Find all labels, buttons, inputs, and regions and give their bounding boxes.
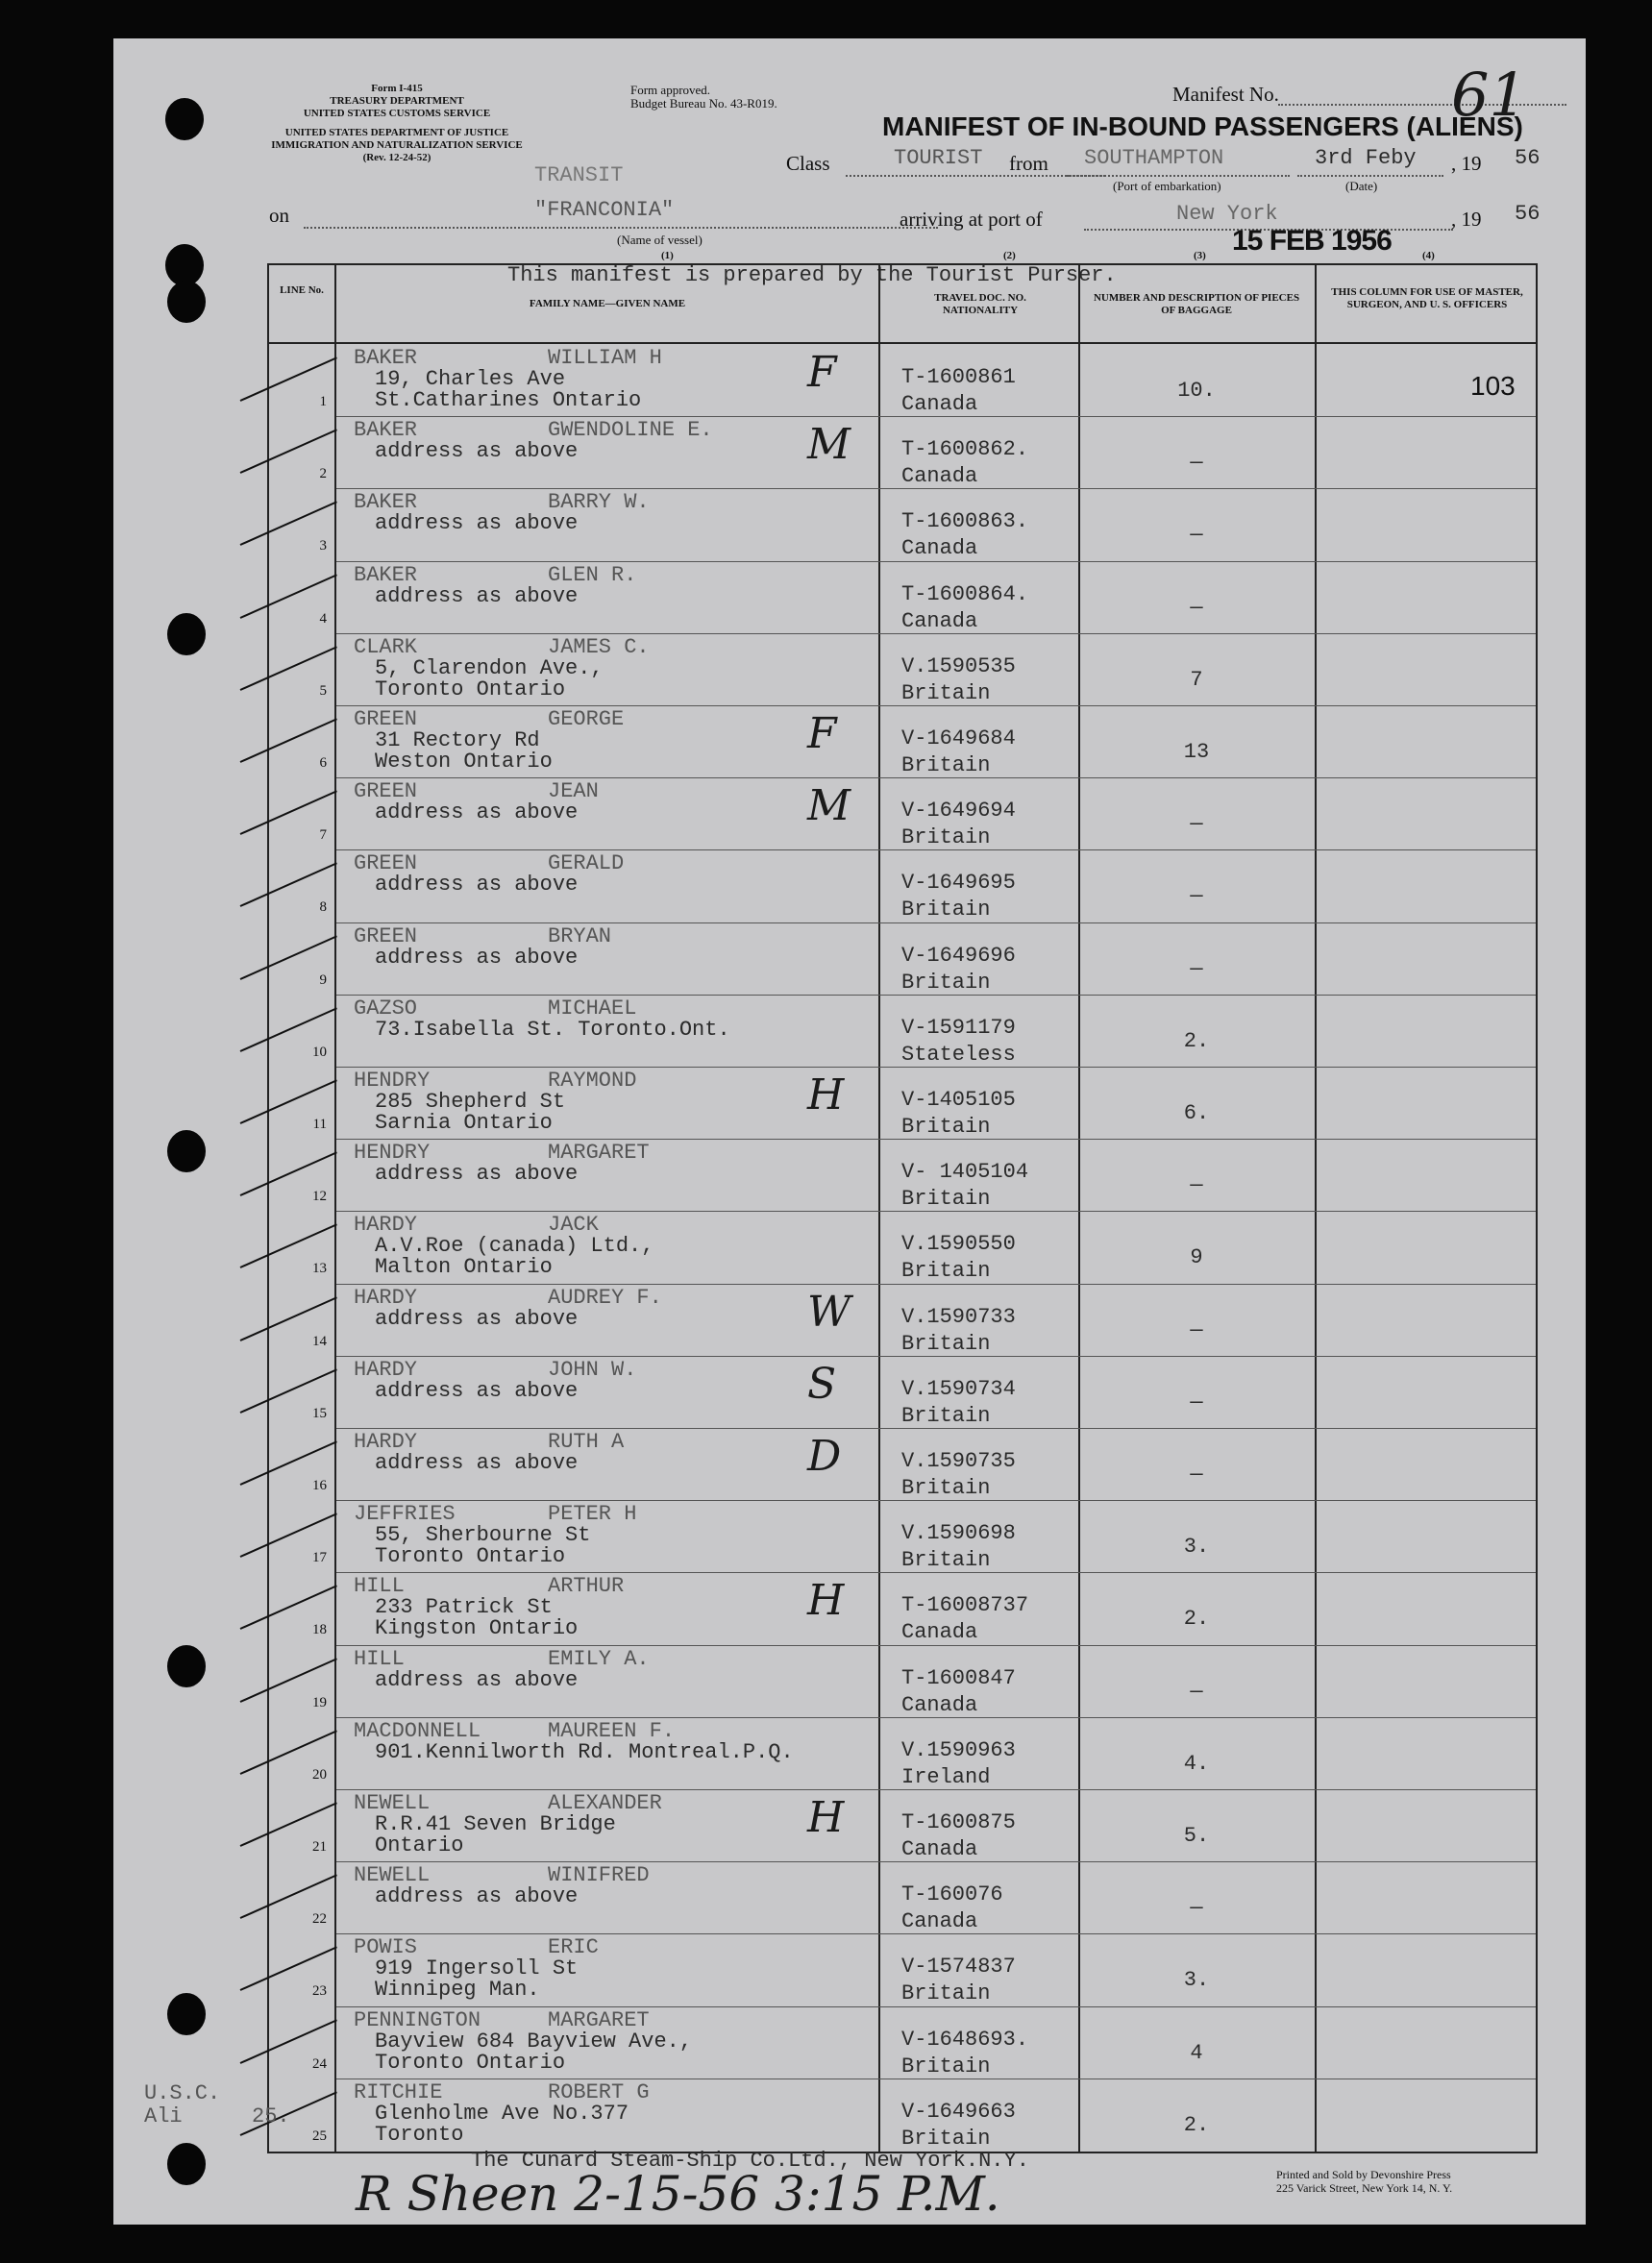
- manifest-no-handwritten: 61: [1451, 60, 1527, 130]
- travel-doc-number: V.1590550: [901, 1232, 1016, 1257]
- column-number-2: (2): [1003, 250, 1016, 261]
- travel-doc-number: V-1649684: [901, 726, 1016, 750]
- line-number: 12: [312, 1189, 327, 1205]
- address-line-1: address as above: [375, 873, 579, 898]
- footer-printer-2: 225 Varick Street, New York 14, N. Y.: [1276, 2181, 1453, 2195]
- family-name: BAKER: [354, 490, 418, 515]
- family-name: MACDONNELL: [354, 1718, 481, 1743]
- line-number: 15: [312, 1405, 327, 1421]
- baggage-count: —: [1190, 1896, 1203, 1921]
- table-row: [269, 1861, 1536, 1934]
- address-line-2: Ontario: [375, 1833, 464, 1857]
- line-number: 18: [312, 1622, 327, 1638]
- header-travel-doc: TRAVEL DOC. NO. NATIONALITY: [934, 292, 1026, 316]
- year-prefix-2: , 19: [1451, 208, 1482, 231]
- address-line-1: 5, Clarendon Ave.,: [375, 655, 604, 680]
- travel-doc-number: T-1600862.: [901, 437, 1029, 462]
- travel-doc-number: V- 1405104: [901, 1160, 1029, 1185]
- travel-doc-number: T-1600863.: [901, 509, 1029, 534]
- punch-hole: [167, 1645, 206, 1687]
- family-name: HILL: [354, 1646, 405, 1671]
- line-number: 22: [312, 1911, 327, 1928]
- port-of-embarkation: SOUTHAMPTON: [1084, 146, 1224, 170]
- row-divider: [336, 849, 1536, 850]
- given-name: ALEXANDER: [548, 1791, 662, 1815]
- address-line-1: address as above: [375, 1378, 579, 1403]
- row-divider: [336, 1500, 1536, 1501]
- given-name: RAYMOND: [548, 1069, 637, 1093]
- address-line-1: 55, Sherbourne St: [375, 1523, 591, 1548]
- family-relation-annotation: F: [807, 709, 837, 758]
- row-divider: [336, 1139, 1536, 1140]
- baggage-count: —: [1190, 956, 1203, 981]
- row-divider: [336, 488, 1536, 489]
- table-row: [269, 1717, 1536, 1790]
- address-line-2: Toronto Ontario: [375, 2050, 566, 2075]
- travel-doc-number: V-1648693.: [901, 2027, 1029, 2052]
- nationality: Ireland: [901, 1764, 991, 1789]
- line-number: 6: [319, 755, 327, 771]
- punch-hole: [167, 613, 206, 655]
- baggage-count: —: [1190, 812, 1203, 837]
- year-value-2: 56: [1515, 202, 1541, 226]
- given-name: JOHN W.: [548, 1357, 637, 1382]
- form-number: Form I-415: [371, 83, 423, 94]
- vessel-name: "FRANCONIA": [534, 198, 675, 222]
- family-name: GREEN: [354, 923, 418, 948]
- address-line-2: St.Catharines Ontario: [375, 388, 642, 412]
- address-line-1: address as above: [375, 1451, 579, 1475]
- official-number: 103: [1470, 371, 1516, 401]
- baggage-count: 4.: [1183, 1751, 1210, 1776]
- line-number: 9: [319, 972, 327, 988]
- address-line-2: Weston Ontario: [375, 750, 553, 774]
- baggage-count: 3.: [1183, 1535, 1210, 1560]
- line-number: 7: [319, 827, 327, 844]
- row-divider: [336, 1717, 1536, 1718]
- row-divider: [336, 1645, 1536, 1646]
- table-row: [269, 561, 1536, 634]
- row-divider: [336, 561, 1536, 562]
- family-name: HARDY: [354, 1357, 418, 1382]
- line-number: 8: [319, 899, 327, 916]
- class-label: Class: [786, 152, 830, 175]
- baggage-count: 2.: [1183, 2112, 1210, 2137]
- transit-value: TRANSIT: [534, 163, 624, 187]
- table-row: [269, 922, 1536, 996]
- baggage-count: —: [1190, 523, 1203, 548]
- address-line-1: address as above: [375, 800, 579, 825]
- family-name: GAZSO: [354, 996, 418, 1021]
- nationality: Britain: [901, 2054, 991, 2079]
- family-relation-annotation: H: [807, 1576, 845, 1626]
- travel-doc-number: V-1649696: [901, 943, 1016, 968]
- nationality: Britain: [901, 1476, 991, 1500]
- address-line-2: Malton Ontario: [375, 1255, 553, 1280]
- baggage-count: —: [1190, 1679, 1203, 1704]
- footer-company: The Cunard Steam-Ship Co.Ltd., New York.N.Y.: [471, 2149, 1029, 2173]
- line-number: 17: [312, 1550, 327, 1566]
- row-divider: [336, 1211, 1536, 1212]
- row-divider: [336, 1789, 1536, 1790]
- row-divider: [336, 2006, 1536, 2007]
- family-name: NEWELL: [354, 1791, 431, 1815]
- address-line-2: Sarnia Ontario: [375, 1111, 553, 1135]
- row-divider: [336, 1284, 1536, 1285]
- baggage-count: 2.: [1183, 1607, 1210, 1632]
- given-name: WINIFRED: [548, 1863, 650, 1888]
- punch-hole: [167, 1130, 206, 1172]
- line-number: 14: [312, 1333, 327, 1349]
- address-line-1: address as above: [375, 583, 579, 608]
- given-name: RUTH A: [548, 1430, 625, 1454]
- line-number: 13: [312, 1261, 327, 1277]
- family-relation-annotation: H: [807, 1793, 845, 1842]
- header-family-name: FAMILY NAME—GIVEN NAME: [529, 298, 686, 309]
- row-divider: [336, 633, 1536, 634]
- address-line-1: address as above: [375, 945, 579, 970]
- given-name: ARTHUR: [548, 1574, 625, 1599]
- given-name: MARGARET: [548, 1141, 650, 1166]
- nationality: Britain: [901, 753, 991, 777]
- travel-doc-number: V.1590733: [901, 1304, 1016, 1329]
- line-number: 19: [312, 1694, 327, 1710]
- table-row: [269, 1645, 1536, 1718]
- family-name: GREEN: [354, 851, 418, 876]
- row-divider: [336, 922, 1536, 923]
- address-line-1: 919 Ingersoll St: [375, 1956, 579, 1981]
- inspector-signature: R Sheen 2-15-56 3:15 P.M.: [356, 2166, 1000, 2222]
- arrival-date-stamp: 15 FEB 1956: [1232, 225, 1392, 257]
- family-relation-annotation: W: [807, 1287, 851, 1337]
- baggage-count: 7: [1190, 667, 1203, 692]
- given-name: WILLIAM H: [548, 346, 662, 370]
- passenger-table: [267, 263, 1538, 2153]
- table-row: [269, 849, 1536, 922]
- family-name: BAKER: [354, 418, 418, 443]
- row-divider: [336, 777, 1536, 778]
- nationality: Canada: [901, 464, 978, 489]
- given-name: AUDREY F.: [548, 1285, 662, 1310]
- family-name: POWIS: [354, 1935, 418, 1960]
- margin-stamp-ali: Ali: [144, 2104, 183, 2128]
- line-number: 11: [312, 1117, 327, 1132]
- punch-hole: [167, 2143, 206, 2185]
- address-line-1: R.R.41 Seven Bridge: [375, 1812, 616, 1836]
- given-name: GERALD: [548, 851, 625, 876]
- footer-printer-1: Printed and Sold by Devonshire Press: [1276, 2168, 1451, 2181]
- address-line-1: 31 Rectory Rd: [375, 728, 540, 752]
- table-row: [269, 1500, 1536, 1573]
- family-name: PENNINGTON: [354, 2007, 481, 2032]
- given-name: MARGARET: [548, 2007, 650, 2032]
- nationality: Britain: [901, 1981, 991, 2006]
- table-row: [269, 705, 1536, 778]
- year-value-1: 56: [1515, 146, 1541, 170]
- date-caption: (Date): [1345, 179, 1378, 193]
- table-row: [269, 1211, 1536, 1284]
- baggage-count: 3.: [1183, 1968, 1210, 1993]
- family-name: BAKER: [354, 346, 418, 370]
- address-line-1: A.V.Roe (canada) Ltd.,: [375, 1234, 654, 1259]
- row-divider: [336, 1861, 1536, 1862]
- arriving-label: arriving at port of: [900, 208, 1043, 231]
- revision-date: (Rev. 12-24-52): [362, 152, 431, 163]
- row-divider: [336, 705, 1536, 706]
- family-relation-annotation: F: [807, 348, 837, 397]
- given-name: GWENDOLINE E.: [548, 418, 713, 443]
- table-row: [269, 1428, 1536, 1501]
- form-approved: Form approved.: [630, 83, 711, 97]
- family-name: HARDY: [354, 1213, 418, 1238]
- nationality: Britain: [901, 1548, 991, 1573]
- row-divider: [336, 1933, 1536, 1934]
- table-row: [269, 1933, 1536, 2006]
- table-row: [269, 344, 1536, 417]
- family-name: JEFFRIES: [354, 1502, 456, 1527]
- year-prefix-1: , 19: [1451, 152, 1482, 175]
- margin-stamp-number: 25.: [252, 2104, 290, 2128]
- nationality: Britain: [901, 825, 991, 850]
- nationality: Britain: [901, 1187, 991, 1212]
- given-name: JEAN: [548, 779, 599, 804]
- manifest-no-label: Manifest No.: [1172, 83, 1279, 106]
- baggage-count: 13: [1183, 740, 1210, 764]
- table-row: [269, 1356, 1536, 1429]
- given-name: ROBERT G: [548, 2079, 650, 2104]
- family-relation-annotation: D: [807, 1432, 842, 1481]
- table-row: [269, 488, 1536, 561]
- given-name: EMILY A.: [548, 1646, 650, 1671]
- line-number: 2: [319, 466, 327, 482]
- department-of-justice: UNITED STATES DEPARTMENT OF JUSTICE: [284, 127, 509, 138]
- travel-doc-number: V-1591179: [901, 1015, 1016, 1040]
- header-line-no: LINE No.: [280, 284, 324, 296]
- travel-doc-number: V.1590698: [901, 1521, 1016, 1546]
- family-name: HILL: [354, 1574, 405, 1599]
- address-line-1: address as above: [375, 511, 579, 536]
- given-name: MICHAEL: [548, 996, 637, 1021]
- treasury-department: TREASURY DEPARTMENT: [330, 95, 464, 107]
- line-number: 21: [312, 1839, 327, 1855]
- travel-doc-number: T-160076: [901, 1882, 1003, 1907]
- table-row: [269, 416, 1536, 489]
- row-divider: [336, 416, 1536, 417]
- given-name: MAUREEN F.: [548, 1718, 676, 1743]
- from-label: from: [1009, 152, 1048, 175]
- address-line-2: Toronto: [375, 2122, 464, 2147]
- line-number: 3: [319, 538, 327, 554]
- punch-hole: [167, 1993, 206, 2035]
- address-line-1: Bayview 684 Bayview Ave.,: [375, 2029, 693, 2054]
- nationality: Britain: [901, 2126, 991, 2151]
- table-row: [269, 2079, 1536, 2152]
- line-number: 10: [312, 1044, 327, 1060]
- nationality: Britain: [901, 1403, 991, 1428]
- family-relation-annotation: H: [807, 1070, 845, 1119]
- line-number: 16: [312, 1478, 327, 1493]
- table-row: [269, 2006, 1536, 2079]
- address-line-2: Toronto Ontario: [375, 1544, 566, 1569]
- nationality: Canada: [901, 1909, 978, 1934]
- baggage-count: 4: [1190, 2040, 1203, 2065]
- family-name: GREEN: [354, 779, 418, 804]
- baggage-count: —: [1190, 1173, 1203, 1198]
- address-line-1: address as above: [375, 1667, 579, 1692]
- nationality: Britain: [901, 1331, 991, 1356]
- line-number: 20: [312, 1766, 327, 1783]
- given-name: BRYAN: [548, 923, 612, 948]
- family-relation-annotation: S: [807, 1359, 837, 1409]
- address-line-1: address as above: [375, 1884, 579, 1909]
- column-number-1: (1): [661, 250, 674, 261]
- travel-doc-number: V.1590735: [901, 1449, 1016, 1473]
- row-divider: [336, 1428, 1536, 1429]
- baggage-count: —: [1190, 1317, 1203, 1342]
- family-name: HENDRY: [354, 1141, 431, 1166]
- line-number: 25: [312, 2128, 327, 2144]
- manifest-title: MANIFEST OF IN-BOUND PASSENGERS (ALIENS): [882, 111, 1523, 141]
- baggage-count: —: [1190, 1390, 1203, 1414]
- header-baggage: NUMBER AND DESCRIPTION OF PIECES OF BAGGAGE: [1093, 292, 1300, 316]
- travel-doc-number: T-1600861: [901, 365, 1016, 389]
- on-label: on: [269, 204, 289, 227]
- family-name: CLARK: [354, 634, 418, 659]
- table-row: [269, 1284, 1536, 1357]
- family-name: GREEN: [354, 707, 418, 731]
- nationality: Canada: [901, 1620, 978, 1645]
- table-row: [269, 1139, 1536, 1212]
- margin-stamp-usc: U.S.C.: [144, 2081, 221, 2105]
- column-number-4: (4): [1422, 250, 1435, 261]
- family-name: NEWELL: [354, 1863, 431, 1888]
- address-line-2: Kingston Ontario: [375, 1616, 579, 1641]
- table-row: [269, 777, 1536, 850]
- baggage-count: —: [1190, 1463, 1203, 1487]
- given-name: GEORGE: [548, 707, 625, 731]
- travel-doc-number: V-1405105: [901, 1088, 1016, 1112]
- column-number-3: (3): [1194, 250, 1206, 261]
- line-number: 23: [312, 1983, 327, 2000]
- table-row: [269, 1067, 1536, 1140]
- line-number: 24: [312, 2055, 327, 2072]
- family-relation-annotation: M: [807, 420, 851, 470]
- given-name: GLEN R.: [548, 562, 637, 587]
- baggage-count: 5.: [1183, 1824, 1210, 1848]
- row-divider: [336, 995, 1536, 996]
- nationality: Canada: [901, 1837, 978, 1861]
- given-name: JAMES C.: [548, 634, 650, 659]
- address-line-1: address as above: [375, 1306, 579, 1331]
- address-line-1: 901.Kennilworth Rd. Montreal.P.Q.: [375, 1739, 794, 1764]
- row-divider: [336, 1067, 1536, 1068]
- travel-doc-number: V.1590535: [901, 653, 1016, 678]
- travel-doc-number: T-1600847: [901, 1665, 1016, 1690]
- punch-hole: [167, 281, 206, 323]
- address-line-2: Winnipeg Man.: [375, 1978, 540, 2003]
- nationality: Britain: [901, 1115, 991, 1139]
- travel-doc-number: V-1649663: [901, 2099, 1016, 2124]
- travel-doc-number: T-16008737: [901, 1593, 1029, 1618]
- address-line-2: Toronto Ontario: [375, 676, 566, 701]
- baggage-count: 6.: [1183, 1101, 1210, 1125]
- family-name: HARDY: [354, 1285, 418, 1310]
- travel-doc-number: V-1574837: [901, 1955, 1016, 1980]
- family-name: HARDY: [354, 1430, 418, 1454]
- class-value: TOURIST: [894, 146, 983, 170]
- row-divider: [336, 1356, 1536, 1357]
- arrival-port: New York: [1176, 202, 1278, 226]
- line-number: 4: [319, 610, 327, 627]
- address-line-1: address as above: [375, 439, 579, 464]
- given-name: BARRY W.: [548, 490, 650, 515]
- nationality: Britain: [901, 970, 991, 995]
- address-line-1: 233 Patrick St: [375, 1595, 553, 1620]
- address-line-1: 19, Charles Ave: [375, 367, 566, 391]
- embarkation-date: 3rd Feby: [1315, 146, 1417, 170]
- given-name: ERIC: [548, 1935, 599, 1960]
- punch-hole: [165, 98, 204, 140]
- header-official-use: THIS COLUMN FOR USE OF MASTER, SURGEON, AND U. S. OFFICERS: [1331, 286, 1523, 310]
- row-divider: [336, 1572, 1536, 1573]
- family-name: RITCHIE: [354, 2079, 443, 2104]
- budget-bureau: Budget Bureau No. 43-R019.: [630, 96, 777, 111]
- purser-note: This manifest is prepared by the Tourist Purser.: [507, 263, 1117, 287]
- nationality: Stateless: [901, 1042, 1016, 1067]
- given-name: JACK: [548, 1213, 599, 1238]
- line-number: 5: [319, 682, 327, 699]
- baggage-count: 9: [1190, 1245, 1203, 1270]
- travel-doc-number: V-1649694: [901, 799, 1016, 824]
- travel-doc-number: V.1590963: [901, 1737, 1016, 1762]
- nationality: Britain: [901, 1259, 991, 1284]
- vessel-caption: (Name of vessel): [617, 233, 703, 247]
- address-line-1: address as above: [375, 1162, 579, 1187]
- family-name: HENDRY: [354, 1069, 431, 1093]
- table-row: [269, 1789, 1536, 1862]
- baggage-count: —: [1190, 451, 1203, 476]
- nationality: Canada: [901, 608, 978, 633]
- given-name: PETER H: [548, 1502, 637, 1527]
- family-relation-annotation: M: [807, 781, 851, 831]
- port-caption: (Port of embarkation): [1113, 179, 1221, 193]
- nationality: Canada: [901, 392, 978, 416]
- travel-doc-number: T-1600875: [901, 1810, 1016, 1834]
- baggage-count: 10.: [1177, 379, 1216, 403]
- customs-service: UNITED STATES CUSTOMS SERVICE: [303, 108, 491, 119]
- table-row: [269, 633, 1536, 706]
- table-row: [269, 1572, 1536, 1645]
- nationality: Canada: [901, 536, 978, 561]
- travel-doc-number: V-1649695: [901, 871, 1016, 896]
- address-line-1: 285 Shepherd St: [375, 1090, 566, 1114]
- table-row: [269, 995, 1536, 1068]
- nationality: Britain: [901, 898, 991, 922]
- travel-doc-number: T-1600864.: [901, 581, 1029, 606]
- travel-doc-number: V.1590734: [901, 1376, 1016, 1401]
- baggage-count: 2.: [1183, 1028, 1210, 1053]
- address-line-1: 73.Isabella St. Toronto.Ont.: [375, 1017, 730, 1042]
- baggage-count: —: [1190, 595, 1203, 620]
- immigration-service: IMMIGRATION AND NATURALIZATION SERVICE: [271, 139, 523, 151]
- line-number: 1: [319, 394, 327, 409]
- family-name: BAKER: [354, 562, 418, 587]
- nationality: Canada: [901, 1692, 978, 1717]
- address-line-1: Glenholme Ave No.377: [375, 2101, 629, 2126]
- nationality: Britain: [901, 680, 991, 705]
- baggage-count: —: [1190, 884, 1203, 909]
